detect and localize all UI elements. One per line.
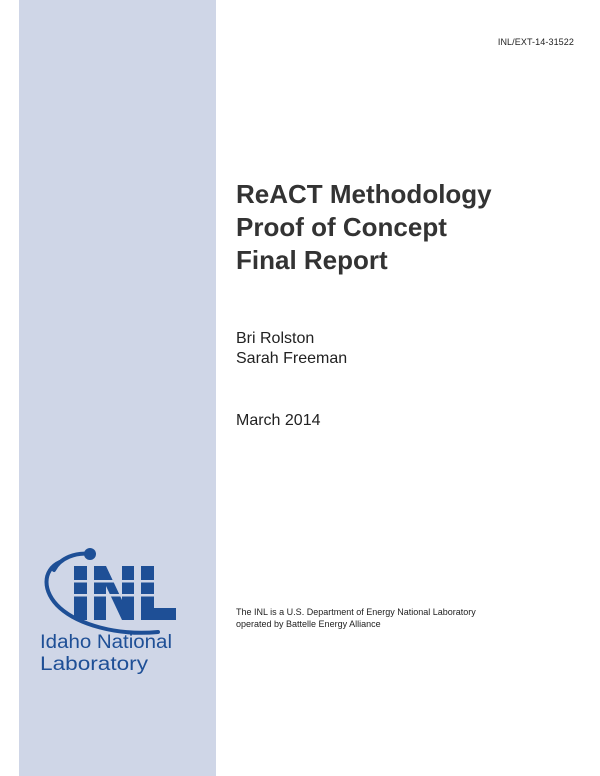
authors — [236, 329, 347, 369]
footnote-line-2: operated by Battelle Energy Alliance — [236, 619, 381, 629]
logo-name-line-2: Laboratory — [40, 654, 149, 675]
author-1: Bri Rolston — [236, 330, 315, 347]
lab-footnote — [236, 606, 476, 630]
title-line-1: ReACT Methodology — [236, 179, 492, 209]
report-number: INL/EXT-14-31522 — [497, 37, 574, 47]
report-title — [236, 178, 576, 277]
author-2: Sarah Freeman — [236, 350, 348, 367]
title-line-3: Final Report — [236, 245, 388, 275]
logo-name-line-1: Idaho National — [40, 632, 172, 653]
report-date: March 2014 — [236, 412, 321, 429]
title-line-2: Proof of Concept — [236, 212, 447, 242]
inl-logo — [38, 540, 188, 685]
footnote-line-1: The INL is a U.S. Department of Energy National Laboratory — [236, 607, 476, 617]
